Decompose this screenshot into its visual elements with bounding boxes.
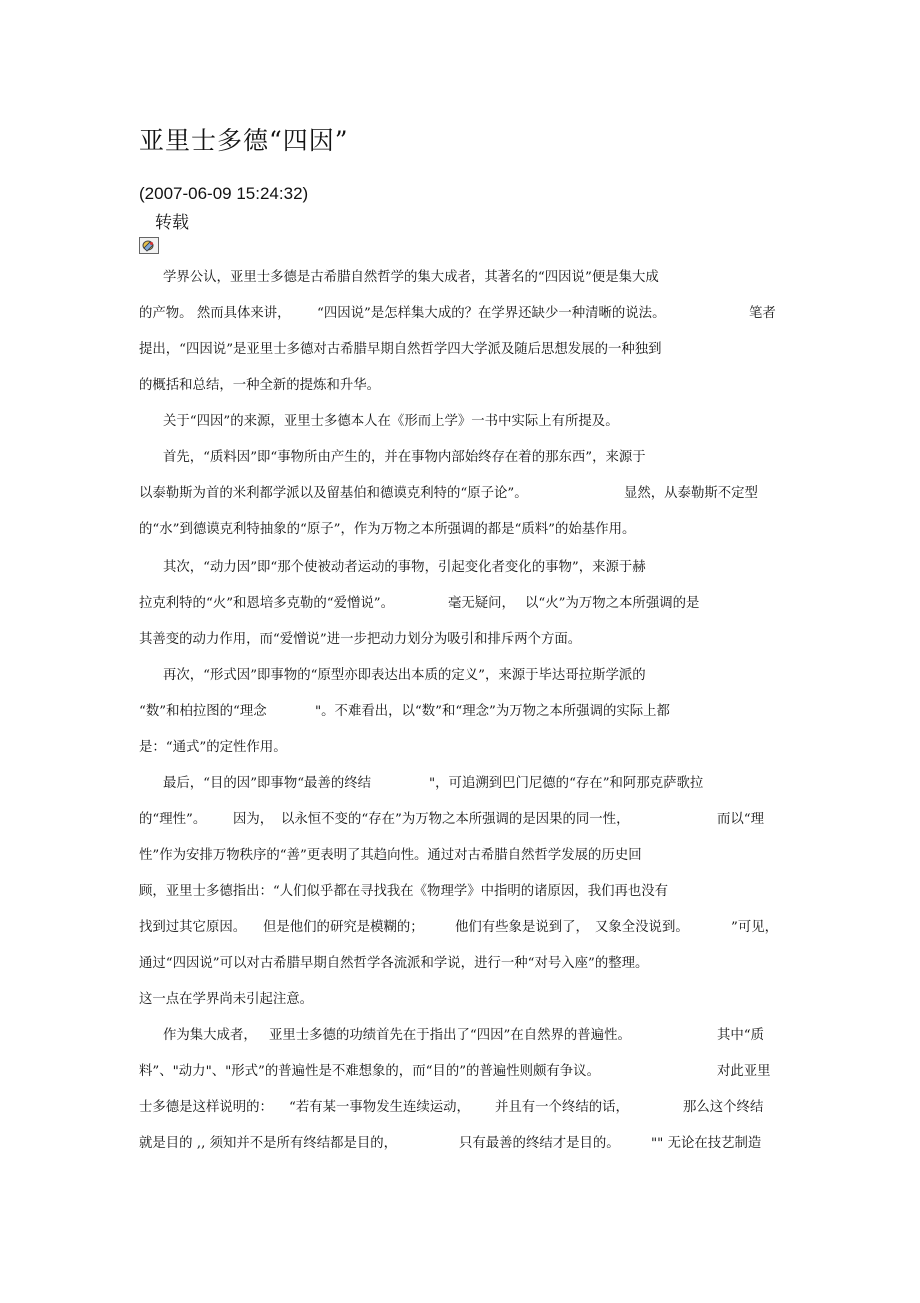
body-text: 的“水”到德谟克利特抽象的“原子”，作为万物之本所强调的都是“质料”的始基作用。 — [139, 522, 636, 537]
body-text: 但是他们的研究是模糊的； — [263, 920, 424, 935]
body-text: "" 无论在技艺制造 — [651, 1136, 762, 1151]
body-text: 是：“通式”的定性作用。 — [139, 740, 287, 755]
body-text: 其善变的动力作用，而“爱憎说”进一步把动力划分为吸引和排斥两个方面。 — [139, 632, 582, 647]
article-title: 亚里士多德“四因” — [139, 126, 349, 155]
body-text: “四因说”是怎样集大成的？在学界还缺少一种清晰的说法。 — [317, 306, 666, 321]
body-text: “若有某一事物发生连续运动， — [289, 1100, 470, 1115]
body-text: 以“火”为万物之本所强调的是 — [525, 596, 700, 611]
body-text: 的“理性”。 — [139, 812, 207, 827]
body-text: 对此亚里 — [717, 1064, 771, 1079]
body-text: 他们有些象是说到了， — [455, 920, 589, 935]
body-text: 因为， — [233, 812, 274, 827]
body-text: 学界公认，亚里士多德是古希腊自然哲学的集大成者，其著名的“四因说”便是集大成 — [163, 270, 659, 285]
post-date: (2007-06-09 15:24:32) — [139, 184, 309, 203]
body-text: 拉克利特的“火”和恩培多克勒的“爱憎说”。 — [139, 596, 395, 611]
body-text: ”可见， — [731, 920, 779, 935]
body-text: 通过“四因说”可以对古希腊早期自然哲学各流派和学说，进行一种“对号入座”的整理。 — [139, 956, 649, 971]
body-text: 顾，亚里士多德指出：“人们似乎都在寻找我在《物理学》中指明的诸原因，我们再也没有 — [139, 884, 669, 899]
body-text: 的概括和总结，一种全新的提炼和升华。 — [139, 378, 381, 393]
body-text: 性”作为安排万物秩序的“善”更表明了其趋向性。通过对古希腊自然哲学发展的历史回 — [139, 848, 642, 863]
body-text: 笔者 — [749, 306, 776, 321]
body-text: 显然，从泰勒斯不定型 — [624, 486, 758, 501]
body-text: 毫无疑问， — [448, 596, 515, 611]
body-text: 就是目的 ,, 须知并不是所有终结都是目的， — [139, 1136, 398, 1151]
body-text: 这一点在学界尚未引起注意。 — [139, 992, 314, 1007]
body-text: 的产物。 然而具体来讲， — [139, 306, 291, 321]
body-text: 作为集大成者， — [163, 1028, 257, 1043]
body-text: "，可追溯到巴门尼德的“存在”和阿那克萨歌拉 — [429, 776, 704, 791]
body-text: "。不难看出，以“数”和“理念”为万物之本所强调的实际上都 — [315, 704, 670, 719]
body-text: 以永恒不变的“存在”为万物之本所强调的是因果的同一性， — [281, 812, 630, 827]
body-text: 料”、"动力"、"形式”的普遍性是不难想象的，而“目的”的普遍性则颇有争议。 — [139, 1064, 600, 1079]
repost-label: 转载 — [155, 213, 189, 233]
body-text: 其中“质 — [717, 1028, 765, 1043]
body-text: 以泰勒斯为首的米利都学派以及留基伯和德谟克利特的“原子论”。 — [139, 486, 528, 501]
body-text: 最后，“目的因”即事物“最善的终结 — [163, 776, 372, 791]
body-text: 再次，“形式因”即事物的“原型亦即表达出本质的定义”，来源于毕达哥拉斯学派的 — [163, 668, 646, 683]
body-text: 士多德是这样说明的： — [139, 1100, 273, 1115]
body-text: 又象全没说到。 — [595, 920, 689, 935]
body-text: “数”和柏拉图的“理念 — [139, 704, 267, 719]
body-text: 找到过其它原因。 — [139, 920, 247, 935]
body-text: 那么这个终结 — [683, 1100, 764, 1115]
body-text: 而以“理 — [717, 812, 765, 827]
attachment-icon[interactable] — [139, 237, 159, 254]
body-text: 首先，“质料因”即“事物所由产生的，并在事物内部始终存在着的那东西”，来源于 — [163, 450, 646, 465]
body-text: 只有最善的终结才是目的。 — [459, 1136, 620, 1151]
body-text: 并且有一个终结的话， — [495, 1100, 629, 1115]
body-text: 其次，“动力因”即“那个使被动者运动的事物，引起变化者变化的事物”，来源于赫 — [163, 560, 646, 575]
body-text: 提出，“四因说”是亚里士多德对古希腊早期自然哲学四大学派及随后思想发展的一种独到 — [139, 342, 662, 357]
body-text: 亚里士多德的功绩首先在于指出了“四因”在自然界的普遍性。 — [269, 1028, 631, 1043]
body-text: 关于“四因”的来源，亚里士多德本人在《形而上学》一书中实际上有所提及。 — [163, 414, 619, 429]
